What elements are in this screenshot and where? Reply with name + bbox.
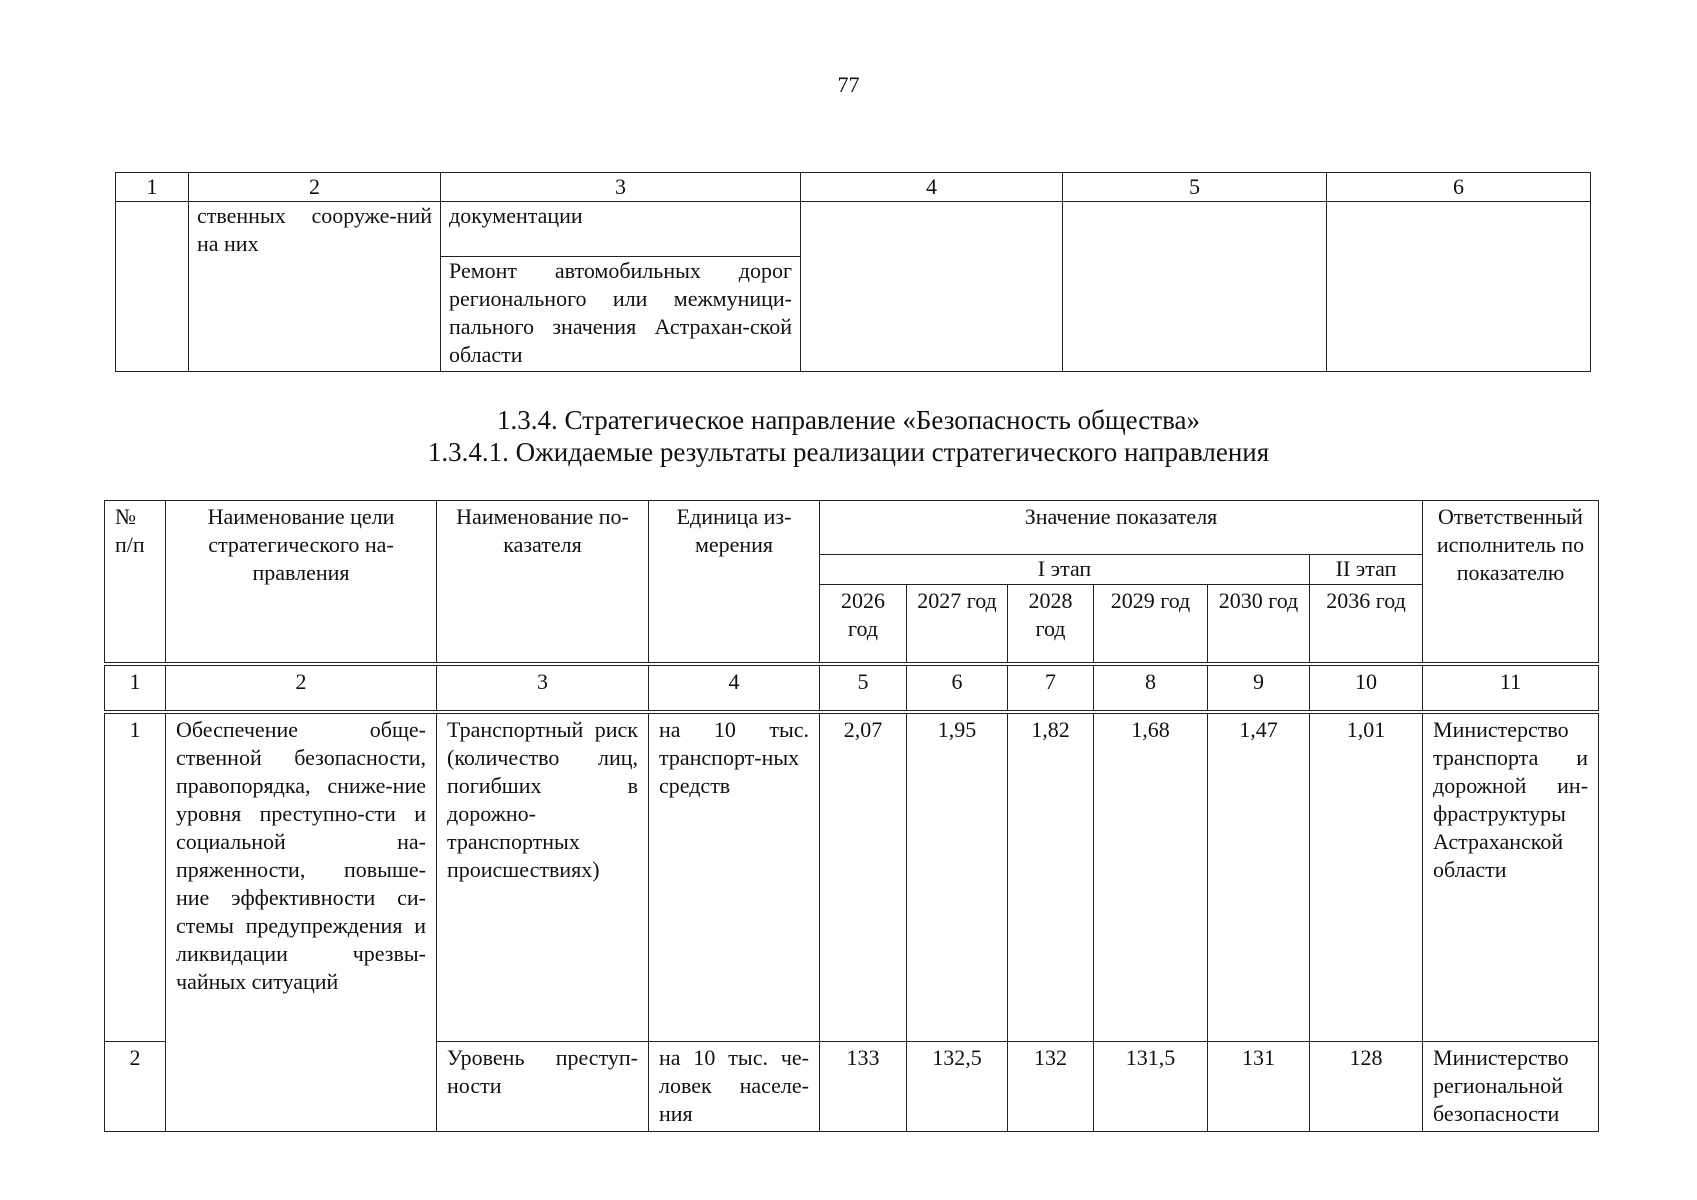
row-value: 1,01 xyxy=(1310,712,1423,1042)
header-year: 2027 год xyxy=(907,585,1008,664)
cont-work-item: Ремонт автомобильных дорог регионального или межмуници-пального значения Астрахан-ской области xyxy=(449,258,792,367)
row-indicator: Уровень преступ-ности xyxy=(437,1042,649,1132)
cont-header-cell: 5 xyxy=(1063,173,1327,202)
row-value: 132 xyxy=(1008,1042,1094,1132)
results-header-row xyxy=(105,501,1599,555)
page-number: 77 xyxy=(837,72,860,97)
row-value: 1,68 xyxy=(1094,712,1208,1042)
row-num: 2 xyxy=(105,1042,166,1132)
cont-cell-5 xyxy=(1063,202,1327,372)
column-number: 7 xyxy=(1008,664,1094,712)
column-number-row xyxy=(105,664,1599,712)
column-number: 6 xyxy=(907,664,1008,712)
column-number: 5 xyxy=(820,664,907,712)
continuation-row xyxy=(116,202,1591,372)
column-number: 1 xyxy=(105,664,166,712)
column-number: 10 xyxy=(1310,664,1423,712)
table-row xyxy=(105,712,1599,1042)
continuation-table xyxy=(115,172,1591,372)
cont-header-cell: 4 xyxy=(801,173,1063,202)
row-indicator: Транспортный риск (количество лиц, погибших в дорожно-транспортных происшествиях) xyxy=(437,712,649,1042)
header-goal: Наименование цели стратегического на-правления xyxy=(166,501,437,664)
section-title: 1.3.4. Стратегическое направление «Безопасность общества» xyxy=(497,405,1200,435)
row-value: 131 xyxy=(1208,1042,1310,1132)
row-num: 1 xyxy=(105,712,166,1042)
header-stage-2: II этап xyxy=(1310,555,1423,585)
column-number: 9 xyxy=(1208,664,1310,712)
header-responsible: Ответственный исполнитель по показателю xyxy=(1423,501,1599,664)
row-responsible: Министерство транспорта и дорожной ин-фраструктуры Астраханской области xyxy=(1423,712,1599,1042)
cont-cell-object: ственных сооруже-ний на них xyxy=(189,202,441,372)
row-value: 132,5 xyxy=(907,1042,1008,1132)
column-number: 2 xyxy=(166,664,437,712)
cont-header-cell: 6 xyxy=(1327,173,1591,202)
row-value: 133 xyxy=(820,1042,907,1132)
cont-cell-6 xyxy=(1327,202,1591,372)
cont-header-cell: 2 xyxy=(189,173,441,202)
cont-header-cell: 1 xyxy=(116,173,189,202)
column-number: 11 xyxy=(1423,664,1599,712)
header-year: 2036 год xyxy=(1310,585,1423,664)
column-number: 3 xyxy=(437,664,649,712)
section-subtitle: 1.3.4.1. Ожидаемые результаты реализации стратегического направления xyxy=(427,437,1270,467)
header-year: 2029 год xyxy=(1094,585,1208,664)
continuation-header-row xyxy=(116,173,1591,202)
header-year: 2028 год xyxy=(1008,585,1094,664)
row-unit: на 10 тыс. транспорт-ных средств xyxy=(649,712,820,1042)
row-value: 1,95 xyxy=(907,712,1008,1042)
row-value: 128 xyxy=(1310,1042,1423,1132)
header-num: № п/п xyxy=(105,501,166,664)
header-year: 2030 год xyxy=(1208,585,1310,664)
cont-cell-num xyxy=(116,202,189,372)
goal-text: Обеспечение обще-ственной безопасности, правопорядка, сниже-ние уровня преступно-сти и социальной на-пряженности, повыше-ние эффективности си-стемы предупреждения и ликвидации чрезвы-чайных ситуаций xyxy=(166,712,437,1132)
cont-work-item: документации xyxy=(441,202,800,257)
header-unit: Единица из-мерения xyxy=(649,501,820,664)
row-value: 2,07 xyxy=(820,712,907,1042)
row-value: 131,5 xyxy=(1094,1042,1208,1132)
column-number: 8 xyxy=(1094,664,1208,712)
results-table xyxy=(104,500,1599,1132)
row-responsible: Министерство региональной безопасности xyxy=(1423,1042,1599,1132)
header-stage-1: I этап xyxy=(820,555,1310,585)
header-value: Значение показателя xyxy=(820,501,1423,555)
column-number: 4 xyxy=(649,664,820,712)
cont-cell-4 xyxy=(801,202,1063,372)
row-value: 1,47 xyxy=(1208,712,1310,1042)
row-value: 1,82 xyxy=(1008,712,1094,1042)
header-year: 2026 год xyxy=(820,585,907,664)
cont-header-cell: 3 xyxy=(441,173,801,202)
header-indicator: Наименование по-казателя xyxy=(437,501,649,664)
cont-cell-works xyxy=(441,202,801,372)
row-unit: на 10 тыс. че-ловек населе-ния xyxy=(649,1042,820,1132)
